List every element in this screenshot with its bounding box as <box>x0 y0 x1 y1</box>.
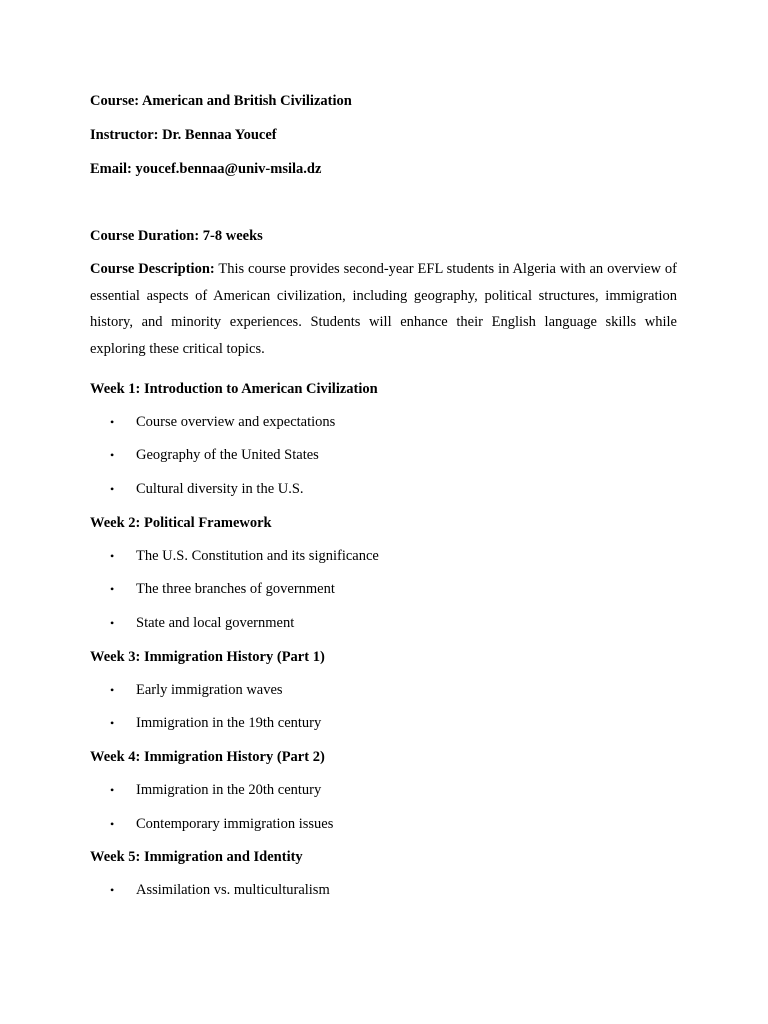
course-duration: Course Duration: 7-8 weeks <box>90 228 263 244</box>
bullet-icon: • <box>110 783 115 797</box>
week-4-heading: Week 4: Immigration History (Part 2) <box>90 749 325 765</box>
list-item-text: State and local government <box>136 615 295 631</box>
week-5-heading: Week 5: Immigration and Identity <box>90 849 303 865</box>
list-item <box>110 480 304 498</box>
bullet-icon: • <box>110 415 115 429</box>
list-item <box>110 614 294 632</box>
list-item-text: The three branches of government <box>136 581 335 597</box>
list-item-text: Cultural diversity in the U.S. <box>136 481 304 497</box>
list-item <box>110 881 330 899</box>
list-item-text: Immigration in the 19th century <box>136 715 322 731</box>
list-item-text: Course overview and expectations <box>136 414 336 430</box>
list-item <box>110 547 379 565</box>
list-item-text: The U.S. Constitution and its significance <box>136 548 379 564</box>
bullet-icon: • <box>110 817 115 831</box>
list-item-text: Assimilation vs. multiculturalism <box>136 882 330 898</box>
bullet-icon: • <box>110 716 115 730</box>
week-3-heading: Week 3: Immigration History (Part 1) <box>90 649 325 665</box>
course-title: Course: American and British Civilization <box>90 93 352 109</box>
week-2-heading: Week 2: Political Framework <box>90 515 272 531</box>
bullet-icon: • <box>110 549 115 563</box>
course-description-text: This course provides second-year EFL students in Algeria with an overview of essential aspects of American civilization, including geography, political structures, immigration history, and minority experiences. Students will enhance their English language skills while exploring these critical topics. <box>90 261 677 358</box>
course-description-label: Course Description: <box>90 261 215 277</box>
list-item <box>110 413 335 431</box>
bullet-icon: • <box>110 616 115 630</box>
bullet-icon: • <box>110 482 115 496</box>
list-item <box>110 781 321 799</box>
list-item-text: Early immigration waves <box>136 682 283 698</box>
course-description <box>90 256 677 363</box>
list-item <box>110 815 333 833</box>
bullet-icon: • <box>110 582 115 596</box>
instructor-line: Instructor: Dr. Bennaa Youcef <box>90 127 277 143</box>
list-item <box>110 714 321 732</box>
bullet-icon: • <box>110 448 115 462</box>
email-line: Email: youcef.bennaa@univ-msila.dz <box>90 161 322 177</box>
list-item-text: Geography of the United States <box>136 447 319 463</box>
week-1-heading: Week 1: Introduction to American Civilization <box>90 381 378 397</box>
list-item <box>110 681 283 699</box>
bullet-icon: • <box>110 683 115 697</box>
list-item-text: Immigration in the 20th century <box>136 782 322 798</box>
bullet-icon: • <box>110 883 115 897</box>
list-item <box>110 580 335 598</box>
list-item-text: Contemporary immigration issues <box>136 816 334 832</box>
list-item <box>110 446 319 464</box>
